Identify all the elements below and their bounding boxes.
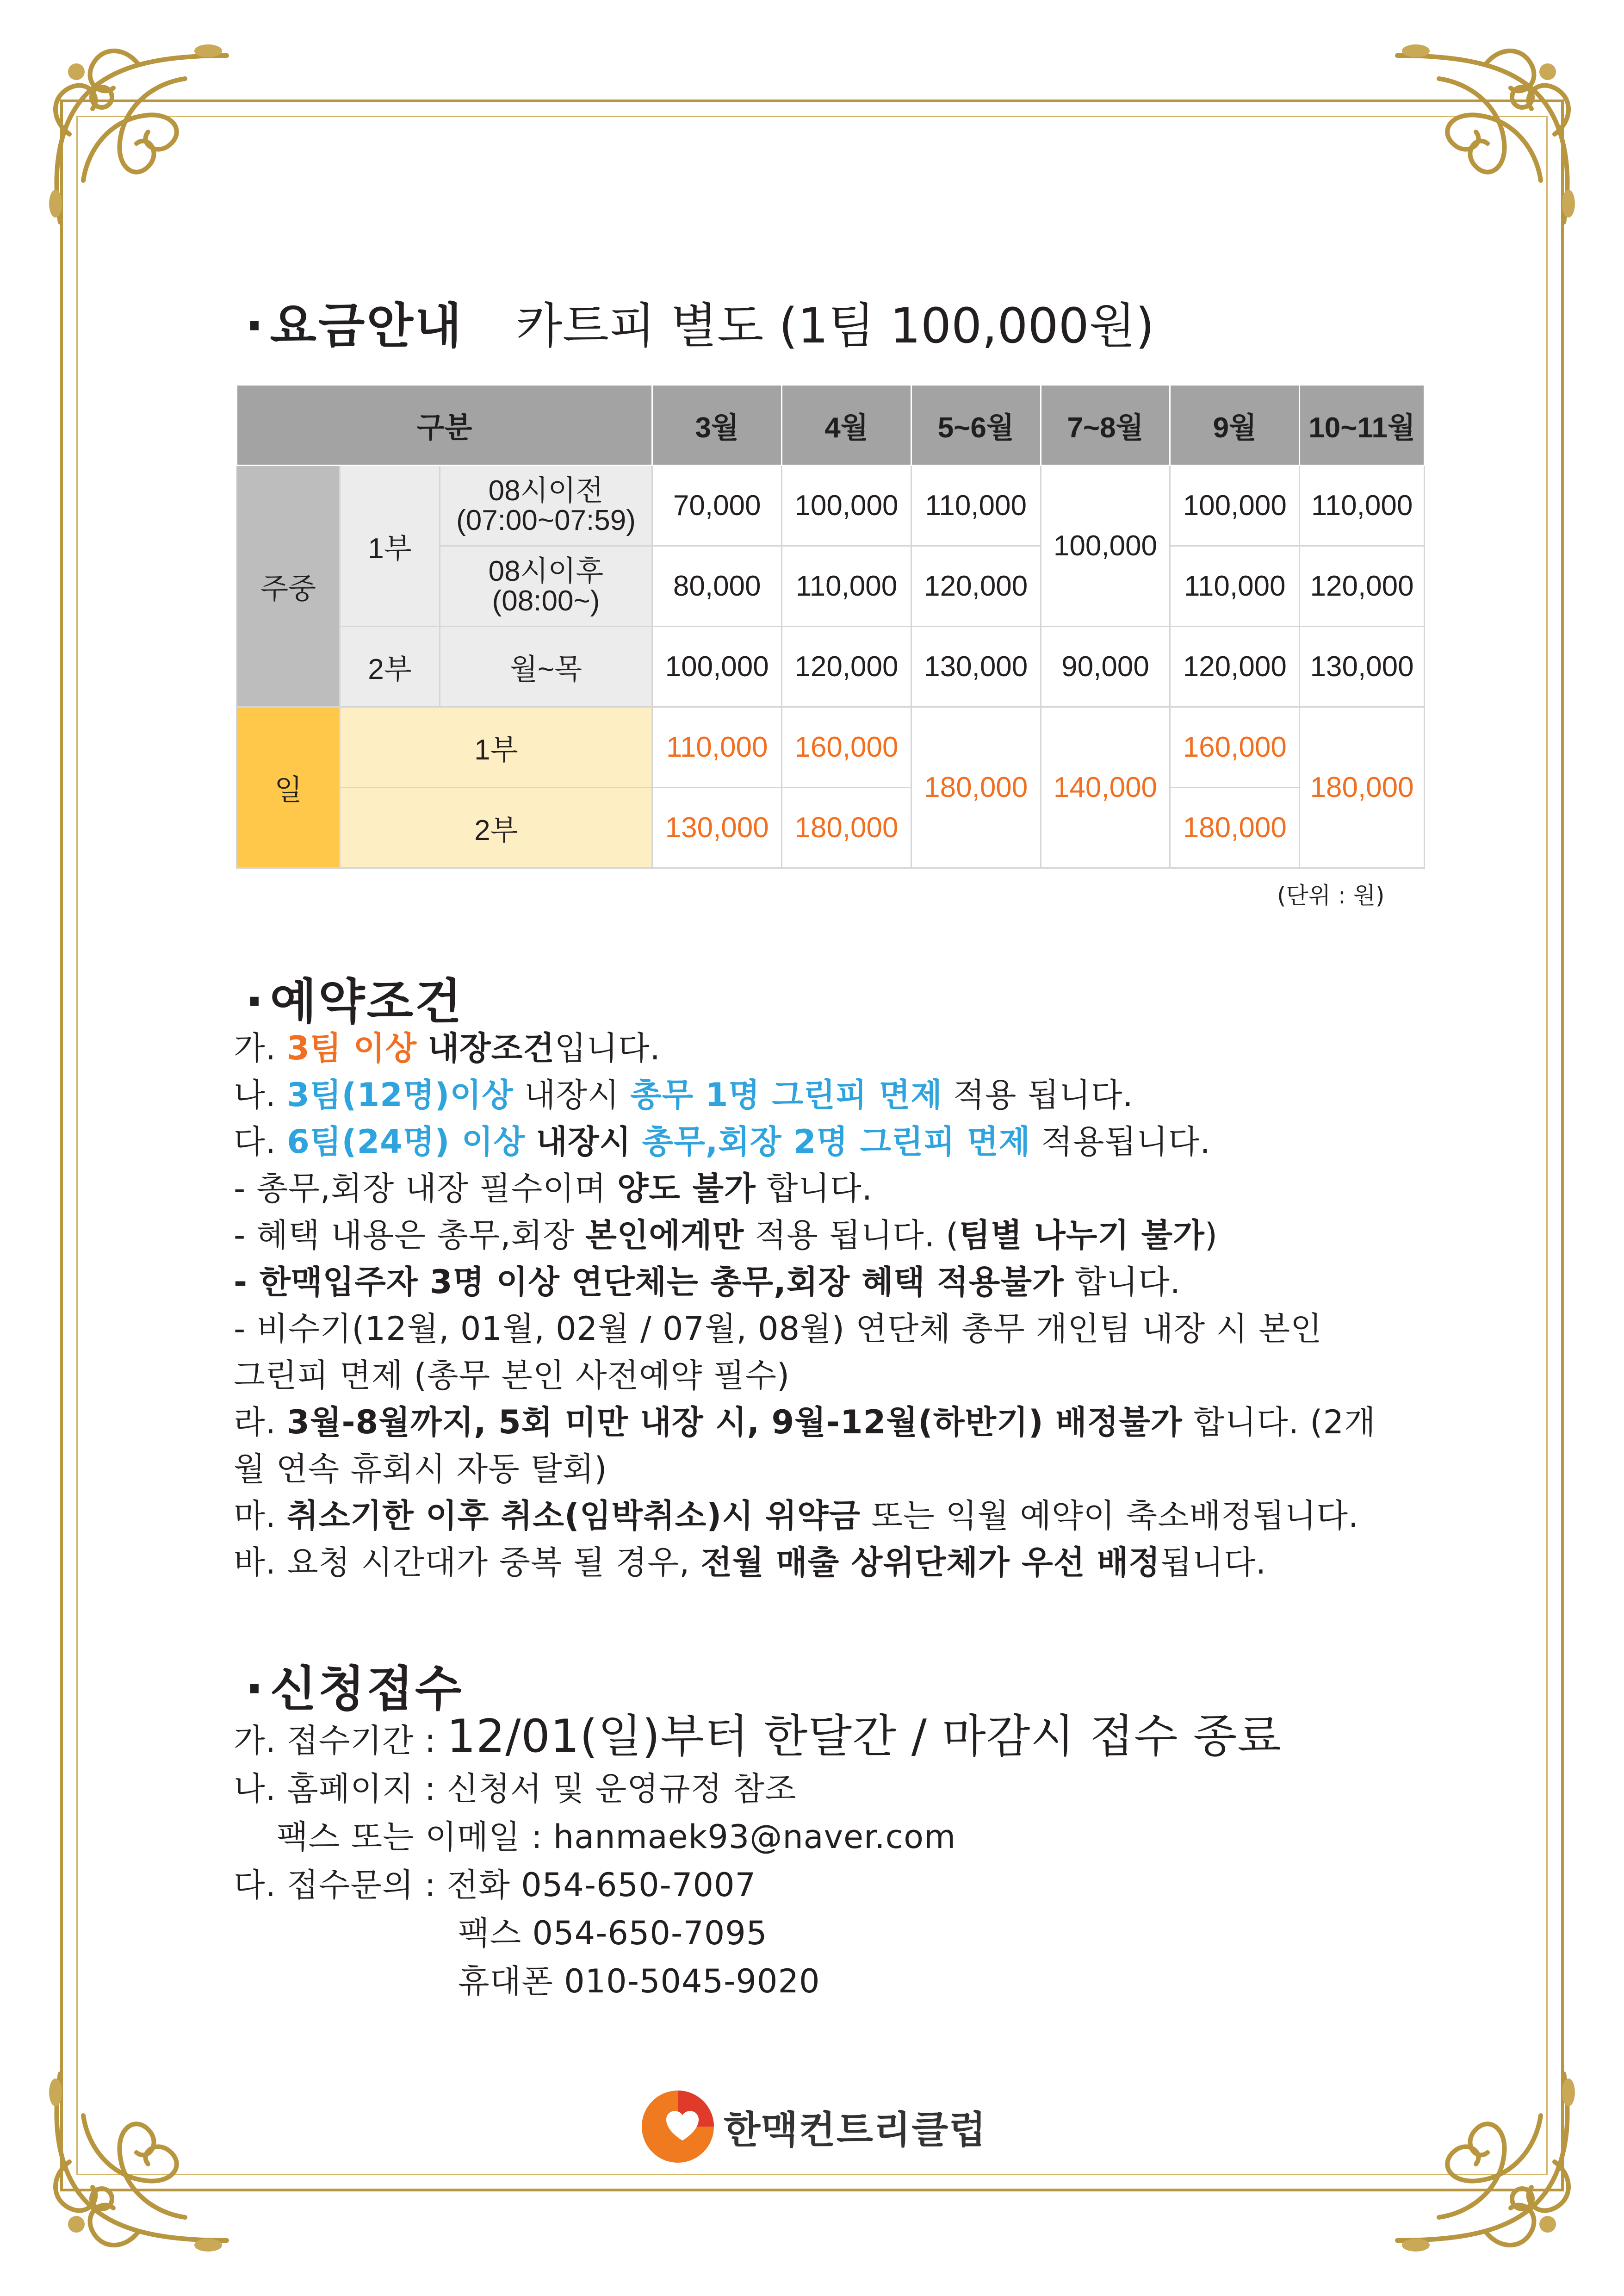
price-cell: 130,000 bbox=[1300, 627, 1425, 707]
header-month: 4월 bbox=[782, 385, 911, 466]
text: 다. bbox=[234, 1123, 287, 1161]
price-cell: 130,000 bbox=[911, 627, 1041, 707]
text: ) bbox=[1204, 1216, 1218, 1254]
table-row bbox=[237, 627, 1425, 707]
fax-number: 팩스 054-650-7095 bbox=[458, 1914, 768, 1952]
price-cell: 110,000 bbox=[1170, 546, 1300, 627]
condition-line: - 비수기(12월, 01월, 02월 / 07월, 08월) 연단체 총무 개인팀 내장 시 본인 bbox=[234, 1310, 1322, 1348]
text: 바. 요청 시간대가 중복 될 경우, bbox=[234, 1543, 701, 1581]
price-table bbox=[236, 384, 1425, 869]
bold-text: 양도 불가 bbox=[617, 1170, 756, 1207]
bullet-icon: · bbox=[245, 1661, 266, 1717]
bold-text: 내장시 bbox=[536, 1123, 632, 1161]
condition-line bbox=[234, 1072, 1460, 1119]
header-month: 10~11월 bbox=[1300, 385, 1425, 466]
condition-line bbox=[234, 1119, 1460, 1165]
text: 적용 됩니다. bbox=[942, 1076, 1134, 1114]
conditions-section-title bbox=[245, 963, 463, 1032]
header-month: 7~8월 bbox=[1041, 385, 1170, 466]
price-cell: 180,000 bbox=[911, 707, 1041, 868]
mobile-number: 휴대폰 010-5045-9020 bbox=[458, 1962, 820, 2000]
condition-line: 월 연속 휴회시 자동 탈회) bbox=[234, 1450, 607, 1488]
price-cell: 100,000 bbox=[652, 627, 782, 707]
bullet-icon: · bbox=[245, 298, 266, 354]
text: 적용됩니다. bbox=[1030, 1123, 1211, 1161]
price-cell: 180,000 bbox=[1170, 788, 1300, 868]
text: 또는 익월 예약이 축소배정됩니다. bbox=[861, 1497, 1359, 1535]
text: 가. 접수기간 : bbox=[234, 1722, 447, 1760]
apply-period-line bbox=[234, 1712, 1282, 1765]
text: 합니다. (2개 bbox=[1182, 1403, 1376, 1441]
condition-line bbox=[234, 1259, 1460, 1306]
bold-text: 3월-8월까지, 5회 미만 내장 시, 9월-12월(하반기) 배정불가 bbox=[287, 1403, 1183, 1441]
apply-contact-line bbox=[234, 1909, 1282, 1957]
header-month: 5~6월 bbox=[911, 385, 1041, 466]
apply-info bbox=[234, 1712, 1282, 2005]
header-month: 3월 bbox=[652, 385, 782, 466]
time-label-line: (08:00~) bbox=[492, 585, 600, 617]
highlight-text: 총무 1명 그린피 면제 bbox=[630, 1076, 942, 1114]
corner-ornament-icon bbox=[1393, 28, 1592, 227]
part-label: 1부 bbox=[340, 707, 652, 788]
text bbox=[631, 1123, 642, 1161]
price-cell: 120,000 bbox=[1170, 627, 1300, 707]
price-cell: 110,000 bbox=[782, 546, 911, 627]
price-cell: 70,000 bbox=[652, 466, 782, 546]
bold-text: 본인에게만 bbox=[585, 1216, 744, 1254]
unit-note: (단위 : 원) bbox=[1277, 882, 1385, 909]
table-row bbox=[237, 466, 1425, 546]
condition-line bbox=[234, 1539, 1460, 1586]
apply-contact-line bbox=[234, 1957, 1282, 2005]
highlight-text: 3팀(12명)이상 bbox=[287, 1076, 514, 1114]
club-name: 한맥컨트리클럽 bbox=[724, 2108, 987, 2152]
club-logo bbox=[638, 2087, 986, 2166]
text: 라. bbox=[234, 1403, 287, 1441]
apply-fax-email-line: 팩스 또는 이메일 : hanmaek93@naver.com bbox=[234, 1818, 956, 1856]
apply-contact-line bbox=[234, 1861, 1282, 1909]
price-cell: 110,000 bbox=[1300, 466, 1425, 546]
bold-text: 내장조건 bbox=[428, 1029, 555, 1067]
price-cell: 140,000 bbox=[1041, 707, 1170, 868]
weekday-label: 주중 bbox=[237, 466, 340, 707]
fee-section-title bbox=[245, 287, 463, 356]
condition-line bbox=[234, 1399, 1460, 1446]
period-value: 12/01(일)부터 한달간 / 마감시 접수 종료 bbox=[446, 1710, 1282, 1763]
table-row bbox=[237, 707, 1425, 788]
table-header-row bbox=[237, 385, 1425, 466]
cart-fee-note: 카트피 별도 (1팀 100,000원) bbox=[516, 298, 1154, 354]
corner-ornament-icon bbox=[32, 2069, 231, 2268]
apply-section-title bbox=[245, 1650, 463, 1719]
text: 내장시 bbox=[513, 1076, 631, 1114]
corner-ornament-icon bbox=[32, 28, 231, 227]
time-label-line: 08시이후 bbox=[488, 555, 604, 587]
text: 가. bbox=[234, 1029, 287, 1067]
phone-number: 전화 054-650-7007 bbox=[446, 1866, 756, 1904]
bold-text: - 한맥입주자 3명 이상 연단체는 총무,회장 혜택 적용불가 bbox=[234, 1263, 1064, 1301]
fee-title-text: 요금안내 bbox=[270, 298, 464, 354]
text: 입니다. bbox=[554, 1029, 661, 1067]
price-cell: 110,000 bbox=[652, 707, 782, 788]
time-label-line: 08시이전 bbox=[488, 474, 604, 507]
conditions-list bbox=[234, 1025, 1460, 1586]
bold-text: 팀별 나누기 불가 bbox=[959, 1216, 1205, 1254]
text: - 혜택 내용은 총무,회장 bbox=[234, 1216, 586, 1254]
price-cell: 90,000 bbox=[1041, 627, 1170, 707]
corner-ornament-icon bbox=[1393, 2069, 1592, 2268]
time-after8-label bbox=[440, 546, 652, 627]
text: - 총무,회장 내장 필수이며 bbox=[234, 1170, 617, 1207]
text: 마. bbox=[234, 1497, 287, 1535]
header-month: 9월 bbox=[1170, 385, 1300, 466]
price-cell: 110,000 bbox=[911, 466, 1041, 546]
condition-line: 그린피 면제 (총무 본인 사전예약 필수) bbox=[234, 1356, 790, 1394]
header-category: 구분 bbox=[237, 385, 652, 466]
price-cell: 130,000 bbox=[652, 788, 782, 868]
price-cell: 80,000 bbox=[652, 546, 782, 627]
bold-text: 전월 매출 상위단체가 우선 배정 bbox=[700, 1543, 1160, 1581]
text: 나. bbox=[234, 1076, 287, 1114]
highlight-text: 6팀(24명) 이상 bbox=[287, 1123, 526, 1161]
table-row bbox=[237, 788, 1425, 868]
time-label-line: (07:00~07:59) bbox=[456, 504, 636, 536]
apply-title-text: 신청접수 bbox=[270, 1661, 464, 1717]
text bbox=[525, 1123, 536, 1161]
price-cell: 100,000 bbox=[782, 466, 911, 546]
price-cell: 180,000 bbox=[782, 788, 911, 868]
price-cell: 100,000 bbox=[1041, 466, 1170, 627]
sunday-label: 일 bbox=[237, 707, 340, 868]
part-label: 2부 bbox=[340, 627, 440, 707]
price-cell: 100,000 bbox=[1170, 466, 1300, 546]
text: 합니다. bbox=[1064, 1263, 1181, 1301]
condition-line bbox=[234, 1025, 1460, 1072]
highlight-text: 총무,회장 2명 그린피 면제 bbox=[642, 1123, 1031, 1161]
price-cell: 180,000 bbox=[1300, 707, 1425, 868]
price-cell: 160,000 bbox=[782, 707, 911, 788]
text: 적용 됩니다. ( bbox=[744, 1216, 959, 1254]
bold-text: 취소기한 이후 취소(임박취소)시 위약금 bbox=[287, 1497, 861, 1535]
time-before8-label bbox=[440, 466, 652, 546]
days-label: 월~목 bbox=[440, 627, 652, 707]
price-cell: 120,000 bbox=[1300, 546, 1425, 627]
price-cell: 160,000 bbox=[1170, 707, 1300, 788]
highlight-text: 3팀 이상 bbox=[287, 1029, 417, 1067]
price-cell: 120,000 bbox=[911, 546, 1041, 627]
price-cell: 120,000 bbox=[782, 627, 911, 707]
conditions-title-text: 예약조건 bbox=[270, 973, 464, 1030]
condition-line bbox=[234, 1212, 1460, 1259]
part-label: 2부 bbox=[340, 788, 652, 868]
part-label: 1부 bbox=[340, 466, 440, 627]
text: 됩니다. bbox=[1160, 1543, 1267, 1581]
club-logo-icon bbox=[638, 2087, 717, 2166]
bullet-icon: · bbox=[245, 973, 266, 1030]
condition-line bbox=[234, 1165, 1460, 1212]
condition-line bbox=[234, 1493, 1460, 1539]
apply-homepage-line: 나. 홈페이지 : 신청서 및 운영규정 참조 bbox=[234, 1770, 797, 1808]
text bbox=[417, 1029, 428, 1067]
text: 다. 접수문의 : bbox=[234, 1866, 447, 1904]
text: 합니다. bbox=[756, 1170, 873, 1207]
